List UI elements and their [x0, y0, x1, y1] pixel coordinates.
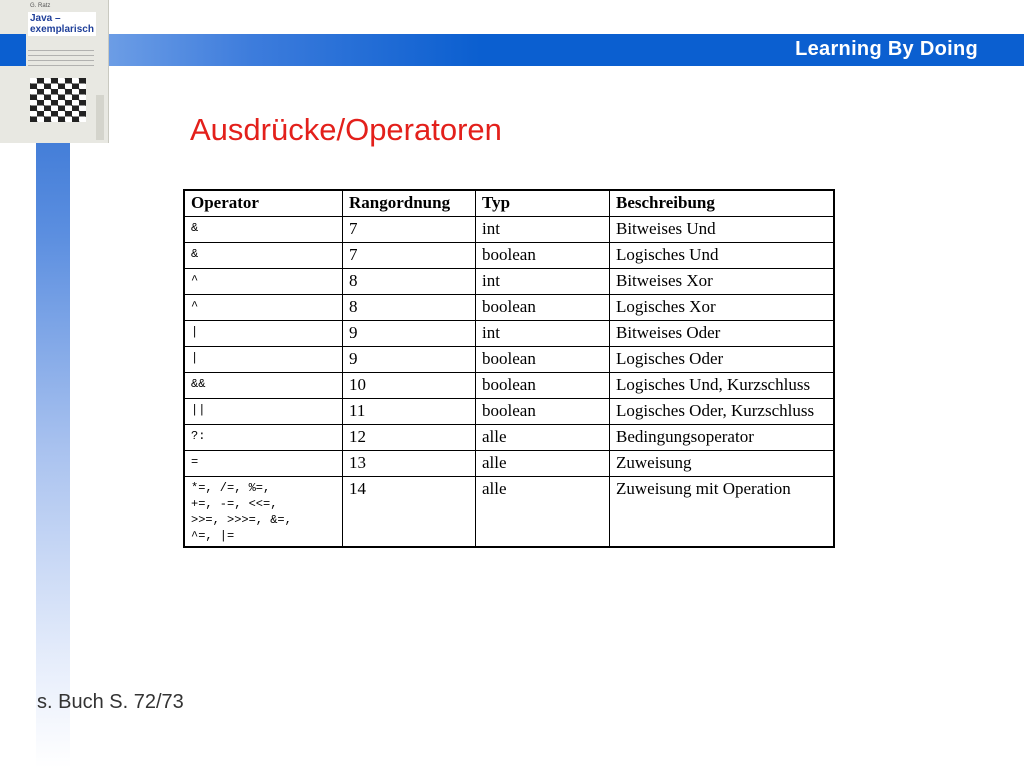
operator-cell: |	[184, 321, 343, 347]
description-cell: Bitweises Xor	[610, 269, 835, 295]
operator-cell: &&	[184, 373, 343, 399]
type-cell: boolean	[476, 295, 610, 321]
book-spine	[96, 95, 104, 140]
description-cell: Zuweisung mit Operation	[610, 477, 835, 548]
book-chessboard-graphic	[30, 78, 86, 122]
table-row	[184, 451, 834, 477]
header-typ: Typ	[476, 190, 610, 217]
rank-cell: 11	[343, 399, 476, 425]
rank-cell: 14	[343, 477, 476, 548]
table-row	[184, 373, 834, 399]
operator-cell: &	[184, 243, 343, 269]
rank-cell: 9	[343, 321, 476, 347]
header-operator: Operator	[184, 190, 343, 217]
left-decorative-stripe	[36, 60, 70, 768]
book-reference: s. Buch S. 72/73	[37, 691, 184, 713]
description-cell: Logisches Und, Kurzschluss	[610, 373, 835, 399]
operator-cell: ^	[184, 295, 343, 321]
type-cell: alle	[476, 425, 610, 451]
table-row	[184, 399, 834, 425]
operator-cell: |	[184, 347, 343, 373]
book-text-lines	[28, 50, 94, 70]
operator-cell: ||	[184, 399, 343, 425]
rank-cell: 13	[343, 451, 476, 477]
type-cell: boolean	[476, 243, 610, 269]
type-cell: int	[476, 269, 610, 295]
description-cell: Logisches Xor	[610, 295, 835, 321]
type-cell: boolean	[476, 373, 610, 399]
table-row	[184, 425, 834, 451]
type-cell: alle	[476, 477, 610, 548]
table-row	[184, 347, 834, 373]
rank-cell: 10	[343, 373, 476, 399]
description-cell: Logisches Oder	[610, 347, 835, 373]
table-row	[184, 295, 834, 321]
header-rangordnung: Rangordnung	[343, 190, 476, 217]
table-header-row	[184, 190, 834, 217]
table-row	[184, 269, 834, 295]
book-title-line-2: exemplarisch	[30, 24, 94, 35]
book-author: G. Ratz	[30, 3, 51, 9]
rank-cell: 9	[343, 347, 476, 373]
book-title-line-1: Java –	[30, 13, 61, 24]
rank-cell: 7	[343, 217, 476, 243]
header-bar-gradient	[100, 34, 480, 66]
rank-cell: 8	[343, 295, 476, 321]
operator-cell: ?:	[184, 425, 343, 451]
operator-cell: *=, /=, %=, +=, -=, <<=, >>=, >>>=, &=, ^=, |=	[184, 477, 343, 548]
description-cell: Bitweises Und	[610, 217, 835, 243]
rank-cell: 12	[343, 425, 476, 451]
type-cell: int	[476, 321, 610, 347]
operator-cell: =	[184, 451, 343, 477]
table-row	[184, 243, 834, 269]
table-body	[184, 217, 834, 548]
type-cell: boolean	[476, 347, 610, 373]
header-beschreibung: Beschreibung	[610, 190, 835, 217]
description-cell: Logisches Und	[610, 243, 835, 269]
table-row	[184, 321, 834, 347]
description-cell: Zuweisung	[610, 451, 835, 477]
book-cover-image	[0, 0, 109, 143]
book-title	[28, 12, 96, 36]
operator-cell: ^	[184, 269, 343, 295]
rank-cell: 7	[343, 243, 476, 269]
table-row	[184, 217, 834, 243]
type-cell: int	[476, 217, 610, 243]
operator-cell: &	[184, 217, 343, 243]
type-cell: boolean	[476, 399, 610, 425]
tagline: Learning By Doing	[795, 38, 978, 60]
slide-title: Ausdrücke/Operatoren	[190, 112, 502, 147]
description-cell: Bedingungsoperator	[610, 425, 835, 451]
operator-table	[183, 189, 835, 548]
description-cell: Bitweises Oder	[610, 321, 835, 347]
book-cover-band	[0, 34, 26, 66]
rank-cell: 8	[343, 269, 476, 295]
description-cell: Logisches Oder, Kurzschluss	[610, 399, 835, 425]
table-row	[184, 477, 834, 548]
type-cell: alle	[476, 451, 610, 477]
